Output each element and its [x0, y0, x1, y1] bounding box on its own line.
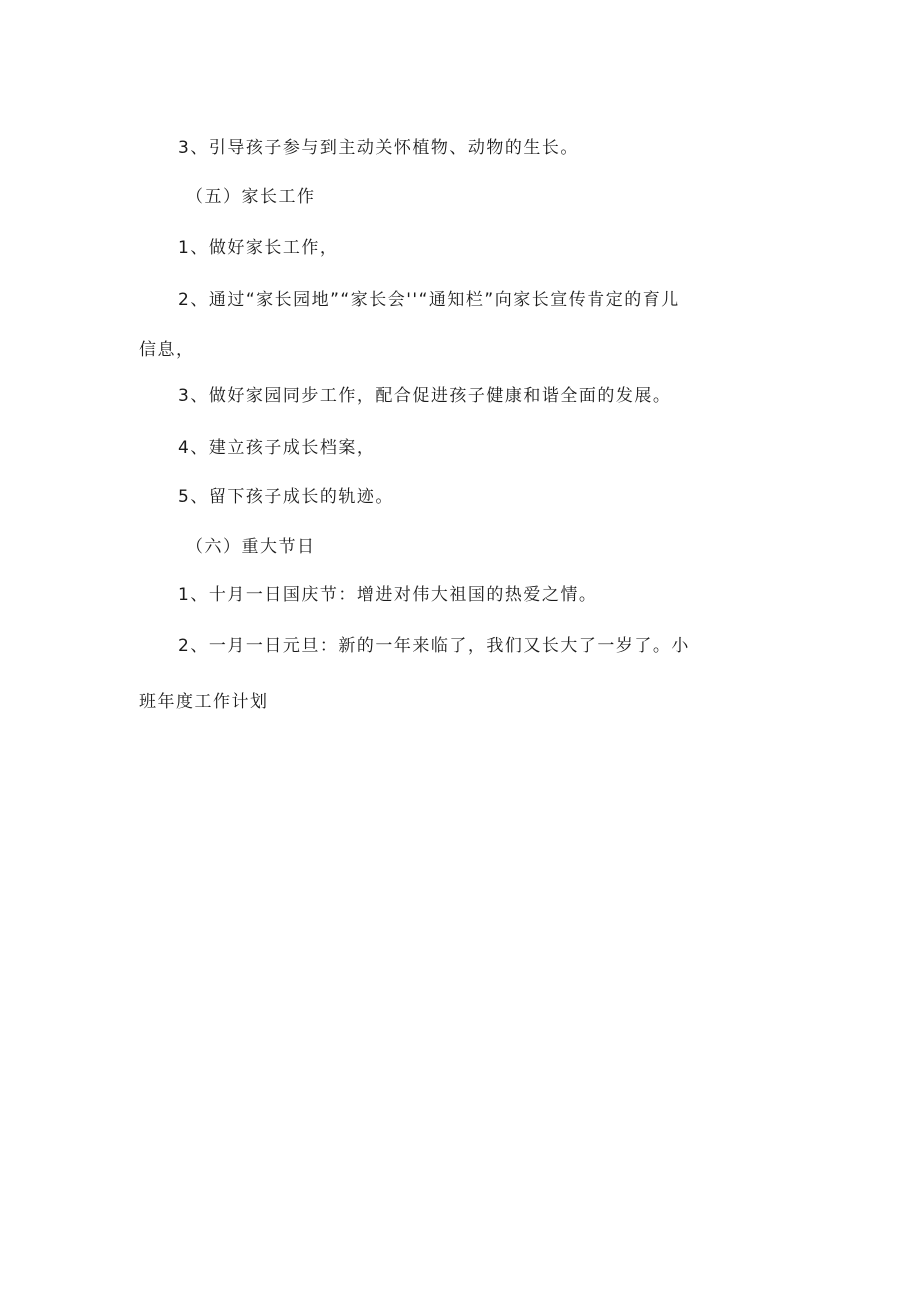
paragraph-care-plants-animals: 3、引导孩子参与到主动关怀植物、动物的生长。 [178, 138, 579, 158]
paragraph-parent-work-2-continued: 信息， [139, 340, 195, 360]
paragraph-holiday-new-year: 2、一月一日元旦：新的一年来临了，我们又长大了一岁了。小 [178, 636, 690, 656]
section-heading-parent-work: （五）家长工作 [186, 187, 316, 207]
paragraph-annual-plan-title: 班年度工作计划 [139, 692, 269, 712]
section-heading-major-holidays: （六）重大节日 [186, 537, 316, 557]
paragraph-parent-work-5: 5、留下孩子成长的轨迹。 [178, 487, 394, 507]
paragraph-parent-work-1: 1、做好家长工作， [178, 238, 339, 258]
paragraph-parent-work-4: 4、建立孩子成长档案， [178, 438, 376, 458]
paragraph-parent-work-2: 2、通过“家长园地”“家长会''“通知栏”向家长宣传肯定的育儿 [178, 290, 680, 310]
paragraph-parent-work-3: 3、做好家园同步工作，配合促进孩子健康和谐全面的发展。 [178, 386, 672, 406]
paragraph-holiday-national-day: 1、十月一日国庆节：增进对伟大祖国的热爱之情。 [178, 585, 598, 605]
